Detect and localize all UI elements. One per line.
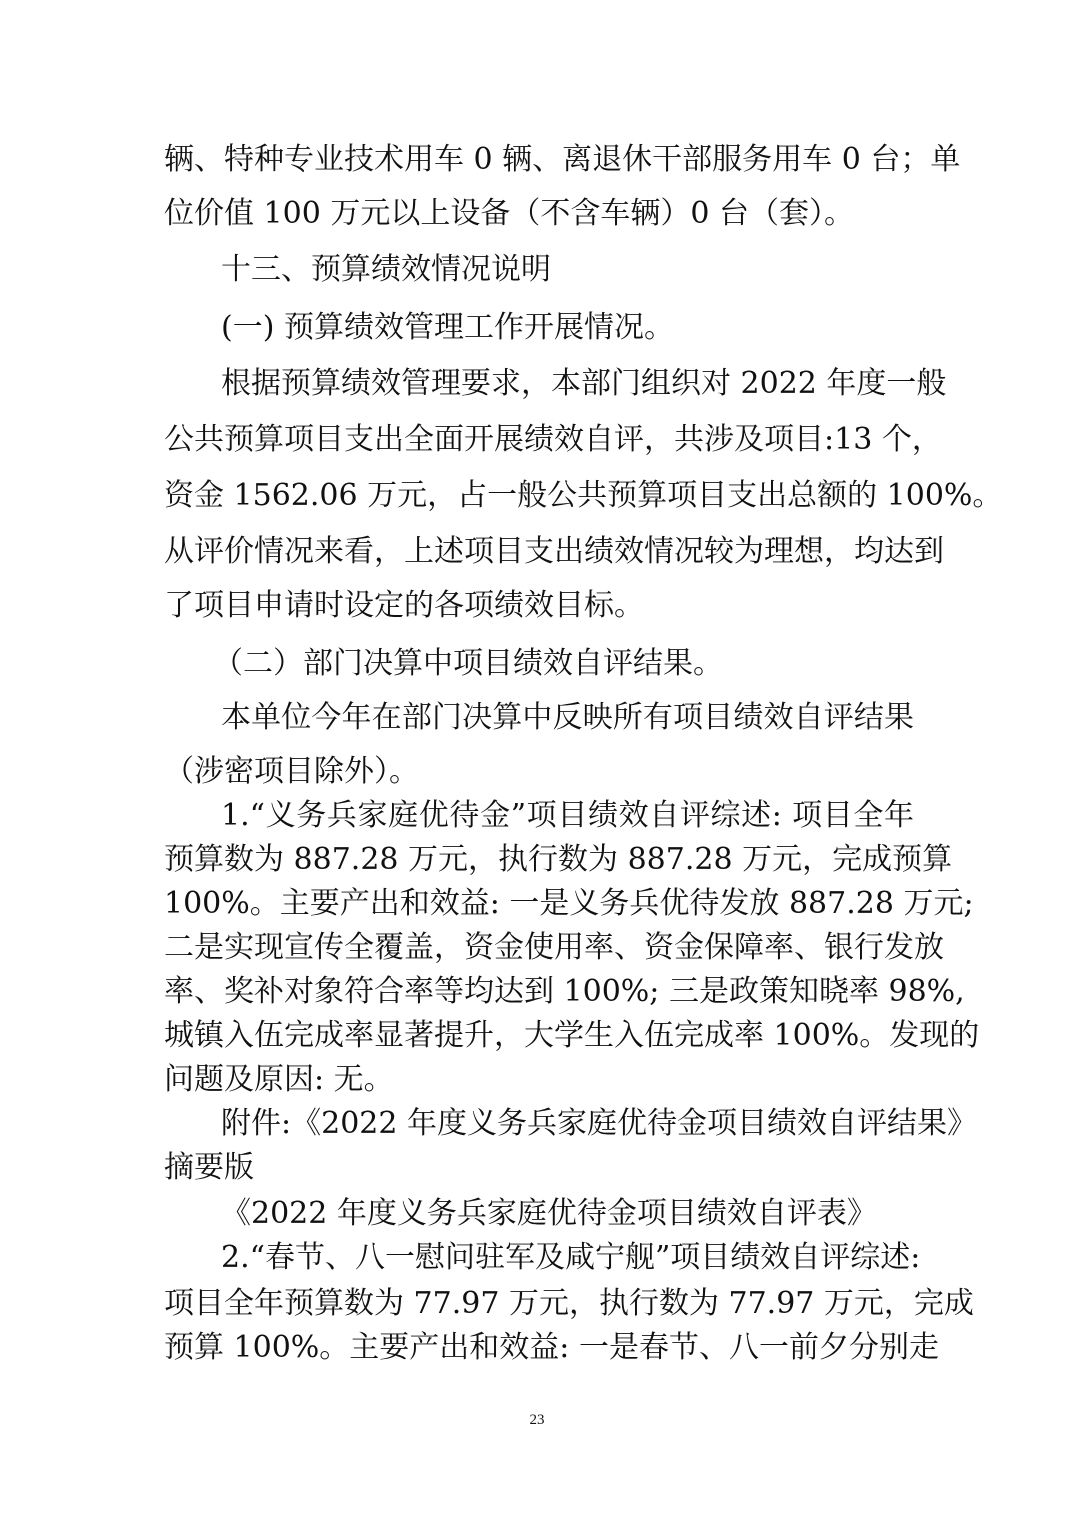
body-text-line: 公共预算项目支出全面开展绩效自评，共涉及项目:13 个， — [164, 422, 942, 457]
section-heading: 十三、预算绩效情况说明 — [221, 252, 551, 287]
page-number: 23 — [529, 1412, 545, 1428]
body-text-line: （涉密项目除外）。 — [164, 754, 419, 789]
body-text-line: 了项目申请时设定的各项绩效目标。 — [164, 588, 644, 623]
subsection-heading: （二）部门决算中项目绩效自评结果。 — [213, 646, 723, 681]
body-text-line: 摘要版 — [164, 1150, 254, 1185]
body-text-line: 二是实现宣传全覆盖，资金使用率、资金保障率、银行发放 — [164, 930, 944, 965]
body-text-line: 预算数为 887.28 万元，执行数为 887.28 万元，完成预算 — [164, 842, 953, 877]
body-text-line: 率、奖补对象符合率等均达到 100%; 三是政策知晓率 98%, — [164, 974, 965, 1009]
body-text-line: 从评价情况来看，上述项目支出绩效情况较为理想，均达到 — [164, 534, 944, 569]
body-text-line: 问题及原因: 无。 — [164, 1062, 394, 1097]
body-text-line: 根据预算绩效管理要求，本部门组织对 2022 年度一般 — [221, 366, 947, 401]
subsection-heading: (一) 预算绩效管理工作开展情况。 — [221, 310, 674, 345]
body-text-line: 预算 100%。主要产出和效益: 一是春节、八一前夕分别走 — [164, 1330, 939, 1365]
body-text-line: 项目全年预算数为 77.97 万元，执行数为 77.97 万元，完成 — [164, 1286, 974, 1321]
body-text-line: 资金 1562.06 万元，占一般公共预算项目支出总额的 100%。 — [164, 478, 1003, 513]
body-text-line: 本单位今年在部门决算中反映所有项目绩效自评结果 — [221, 700, 914, 735]
attachment-line: 附件:《2022 年度义务兵家庭优待金项目绩效自评结果》 — [221, 1106, 977, 1141]
body-text-line: 2.“春节、八一慰问驻军及咸宁舰”项目绩效自评综述: — [221, 1240, 921, 1275]
body-text-line: 1.“义务兵家庭优待金”项目绩效自评综述: 项目全年 — [221, 798, 914, 833]
body-text-line: 辆、特种专业技术用车 0 辆、离退休干部服务用车 0 台；单 — [164, 142, 961, 177]
attachment-line: 《2022 年度义务兵家庭优待金项目绩效自评表》 — [221, 1196, 877, 1231]
body-text-line: 100%。主要产出和效益: 一是义务兵优待发放 887.28 万元; — [164, 886, 974, 921]
body-text-line: 城镇入伍完成率显著提升，大学生入伍完成率 100%。发现的 — [164, 1018, 980, 1053]
body-text-line: 位价值 100 万元以上设备（不含车辆）0 台（套）。 — [164, 196, 854, 231]
